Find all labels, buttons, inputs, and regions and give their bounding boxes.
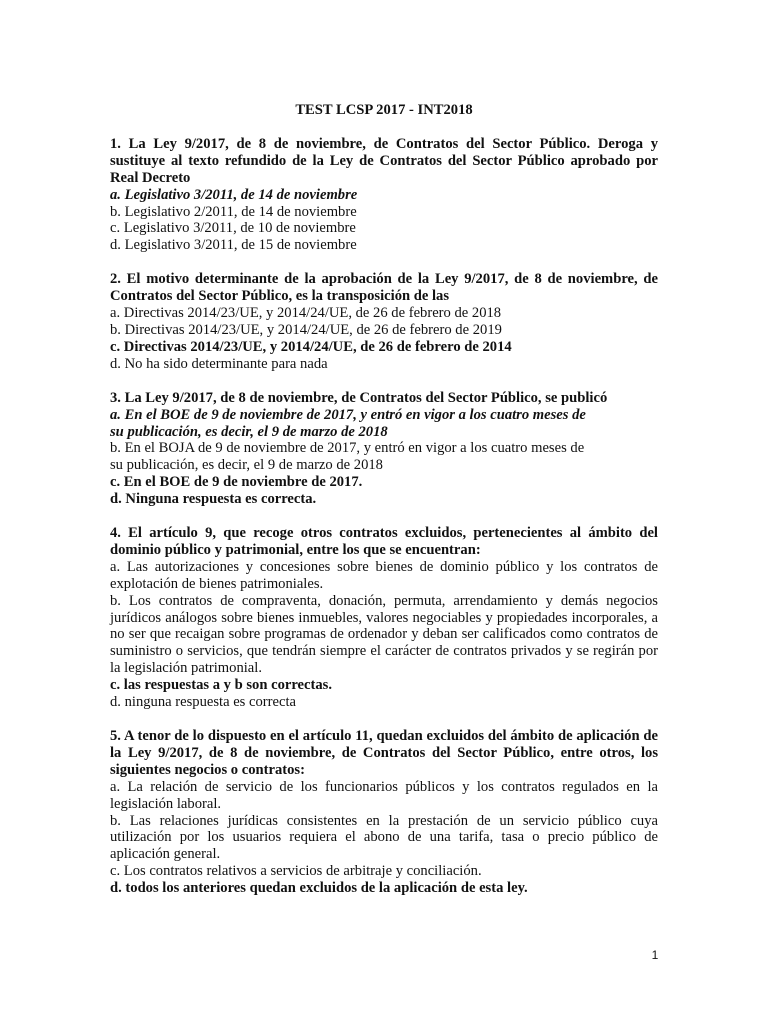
question-text: 2. El motivo determinante de la aprobación de la Ley 9/2017, de 8 de noviembre, de Contratos del Sector Público, es la transposición de las xyxy=(110,271,658,305)
answer-option: a. Directivas 2014/23/UE, y 2014/24/UE, de 26 de febrero de 2018 xyxy=(110,305,502,322)
question-text: 5. A tenor de lo dispuesto en el artículo 11, quedan excluidos del ámbito de aplicación de la Ley 9/2017, de 8 de noviembre, de Contratos del Sector Público, entre otros, los siguientes negocios o contratos: xyxy=(110,728,658,778)
answer-option: a. Legislativo 3/2011, de 14 de noviembre xyxy=(110,186,358,203)
answer-option: c. En el BOE de 9 de noviembre de 2017. xyxy=(110,474,363,491)
answer-option: b. Directivas 2014/23/UE, y 2014/24/UE, de 26 de febrero de 2019 xyxy=(110,321,502,338)
page-number: 1 xyxy=(651,948,659,962)
answer-option: d. todos los anteriores quedan excluidos de la aplicación de esta ley. xyxy=(110,880,528,897)
question-1 xyxy=(110,136,658,254)
answer-option: a. En el BOE de 9 de noviembre de 2017, y entró en vigor a los cuatro meses de xyxy=(110,406,586,423)
question-text: 3. La Ley 9/2017, de 8 de noviembre, de Contratos del Sector Público, se publicó xyxy=(110,389,608,406)
document-title: TEST LCSP 2017 - INT2018 xyxy=(295,102,473,118)
question-2 xyxy=(110,271,658,372)
answer-option: b. En el BOJA de 9 de noviembre de 2017, y entró en vigor a los cuatro meses de xyxy=(110,440,585,457)
question-5 xyxy=(110,728,658,897)
answer-option: d. Ninguna respuesta es correcta. xyxy=(110,491,317,508)
answer-option: a. Las autorizaciones y concesiones sobre bienes de dominio público y los contratos de explotación de bienes patrimoniales. xyxy=(110,558,658,592)
answer-option: b. Legislativo 2/2011, de 14 de noviembre xyxy=(110,203,357,220)
answer-option: c. Directivas 2014/23/UE, y 2014/24/UE, de 26 de febrero de 2014 xyxy=(110,338,512,355)
answer-option: a. La relación de servicio de los funcionarios públicos y los contratos regulados en la legislación laboral. xyxy=(110,778,658,812)
answer-option: d. No ha sido determinante para nada xyxy=(110,355,328,372)
answer-option: d. Legislativo 3/2011, de 15 de noviembre xyxy=(110,237,357,254)
question-text: 1. La Ley 9/2017, de 8 de noviembre, de Contratos del Sector Público. Deroga y sustituye al texto refundido de la Ley de Contratos del Sector Público aprobado por Real Decreto xyxy=(110,135,658,186)
answer-option: c. las respuestas a y b son correctas. xyxy=(110,677,332,694)
document-page xyxy=(110,102,658,914)
answer-option-continuation: su publicación, es decir, el 9 de marzo de 2018 xyxy=(110,457,383,474)
answer-option: d. ninguna respuesta es correcta xyxy=(110,694,296,711)
question-3 xyxy=(110,390,658,508)
answer-option: c. Los contratos relativos a servicios de arbitraje y conciliación. xyxy=(110,863,482,880)
answer-option: c. Legislativo 3/2011, de 10 de noviembre xyxy=(110,220,356,237)
question-text: 4. El artículo 9, que recoge otros contratos excluidos, pertenecientes al ámbito del dominio público y patrimonial, entre los que se encuentran: xyxy=(110,525,658,558)
answer-option: b. Los contratos de compraventa, donación, permuta, arrendamiento y demás negocios jurídicos análogos sobre bienes inmuebles, valores negociables y propiedades incorporales, a no ser que recaigan sobre programas de ordenador y deban ser calificados como contratos de suministro o servicios, que tendrán siempre el carácter de contratos privados y se regirán por la legislación patrimonial. xyxy=(110,592,658,677)
answer-option-continuation: su publicación, es decir, el 9 de marzo de 2018 xyxy=(110,423,388,440)
question-4 xyxy=(110,525,658,711)
answer-option: b. Las relaciones jurídicas consistentes en la prestación de un servicio público cuya utilización por los usuarios requiera el abono de una tarifa, tasa o precio público de aplicación general. xyxy=(110,812,658,863)
